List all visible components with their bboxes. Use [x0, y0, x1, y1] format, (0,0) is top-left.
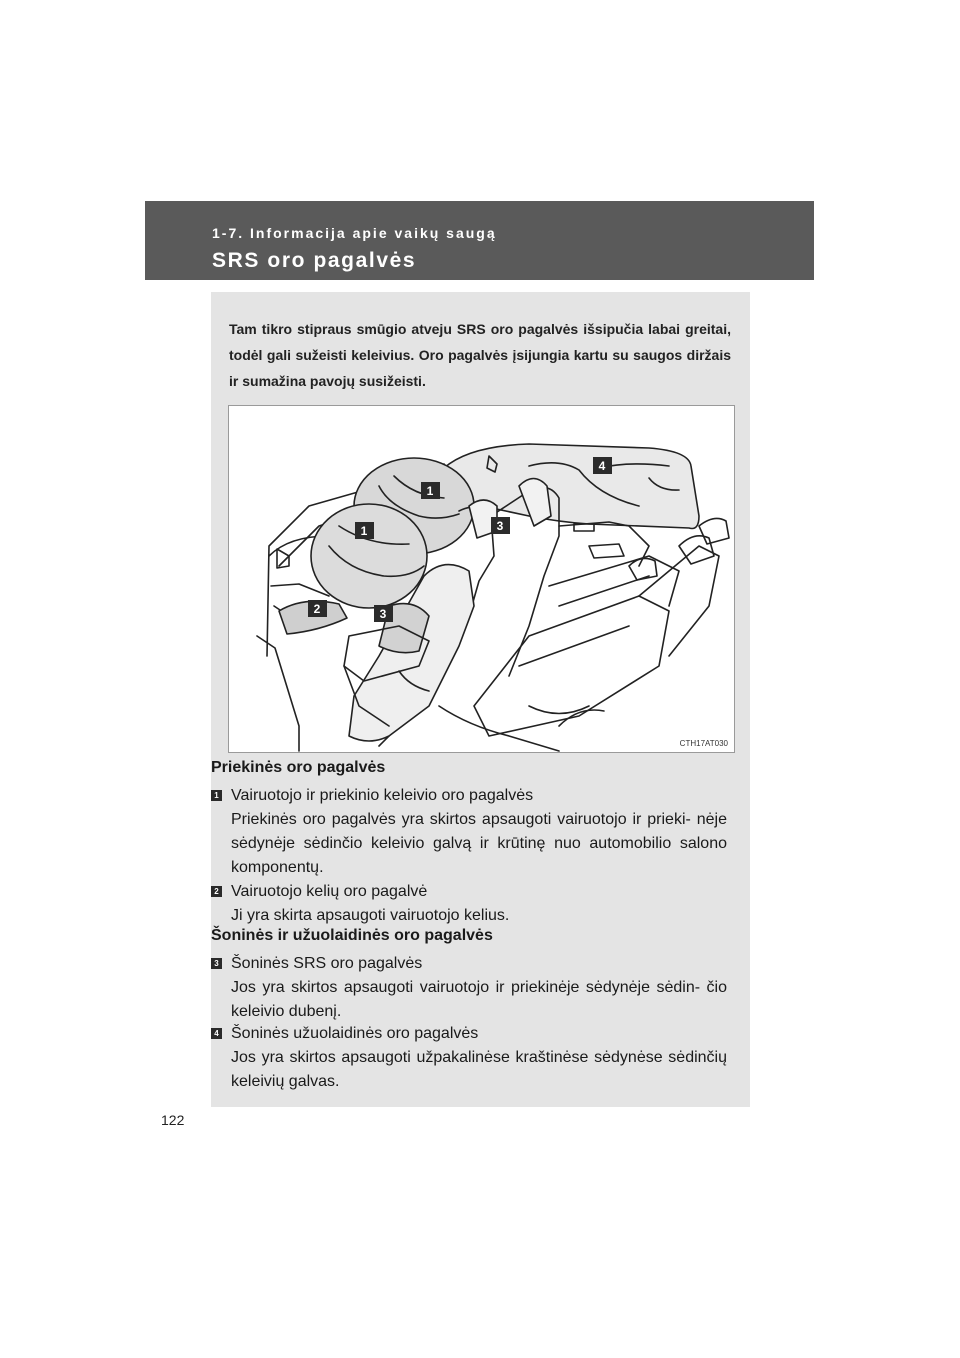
section-heading-side: Šoninės ir užuolaidinės oro pagalvės — [211, 927, 493, 944]
list-item-side-airbags — [211, 952, 727, 1024]
intro-paragraph: Tam tikro stipraus smūgio atveju SRS oro pagalvės išsipučia labai greitai, todėl gali sužeisti keleivius. Oro pagalvės įsijungia kartu su saugos diržais ir sumažina pavojų susižeisti. — [229, 321, 731, 389]
list-item-curtain-airbags — [211, 1022, 727, 1094]
badge-3-upper — [491, 517, 510, 534]
item-title: Šoninės SRS oro pagalvės — [231, 955, 423, 972]
content-panel — [211, 292, 750, 1107]
number-badge: 2 — [211, 886, 222, 897]
number-badge: 4 — [211, 1028, 222, 1039]
item-description: Ji yra skirta apsaugoti vairuotojo kelius. — [231, 907, 510, 924]
figure-code: CTH17AT030 — [679, 739, 728, 748]
item-description: Jos yra skirtos apsaugoti vairuotojo ir priekinėje sėdynėje sėdin- čio keleivio dubenį. — [231, 979, 727, 1020]
list-item-knee-airbag — [211, 880, 727, 928]
section-heading-front: Priekinės oro pagalvės — [211, 759, 386, 776]
chapter-header — [145, 201, 814, 280]
svg-text:3: 3 — [496, 519, 504, 533]
section-label: 1-7. Informacija apie vaikų saugą — [212, 225, 497, 241]
item-title: Vairuotojo ir priekinio keleivio oro pagalvės — [231, 787, 534, 804]
page-number: 122 — [161, 1112, 185, 1128]
svg-text:4: 4 — [598, 459, 606, 473]
list-item-front-airbags — [211, 784, 727, 880]
item-description: Priekinės oro pagalvės yra skirtos apsaugoti vairuotojo ir prieki- nėje sėdynėje sėdinčio keleivio galvą ir krūtinę nuo automobilio salono komponentų. — [231, 811, 727, 876]
airbag-illustration — [228, 405, 735, 753]
badge-3-lower — [374, 605, 393, 622]
item-title: Šoninės užuolaidinės oro pagalvės — [231, 1025, 479, 1042]
svg-text:3: 3 — [379, 607, 387, 621]
svg-text:1: 1 — [360, 524, 368, 538]
number-badge: 1 — [211, 790, 222, 801]
item-description: Jos yra skirtos apsaugoti užpakalinėse kraštinėse sėdynėse sėdinčių keleivių galvas. — [231, 1049, 727, 1090]
badge-1-upper — [421, 482, 440, 499]
svg-text:1: 1 — [426, 484, 434, 498]
page-title: SRS oro pagalvės — [212, 249, 417, 272]
car-interior-drawing — [229, 406, 734, 752]
number-badge: 3 — [211, 958, 222, 969]
badge-2 — [308, 600, 327, 617]
svg-text:2: 2 — [313, 602, 321, 616]
badge-1-lower — [355, 522, 374, 539]
item-title: Vairuotojo kelių oro pagalvė — [231, 883, 428, 900]
badge-4 — [593, 457, 612, 474]
